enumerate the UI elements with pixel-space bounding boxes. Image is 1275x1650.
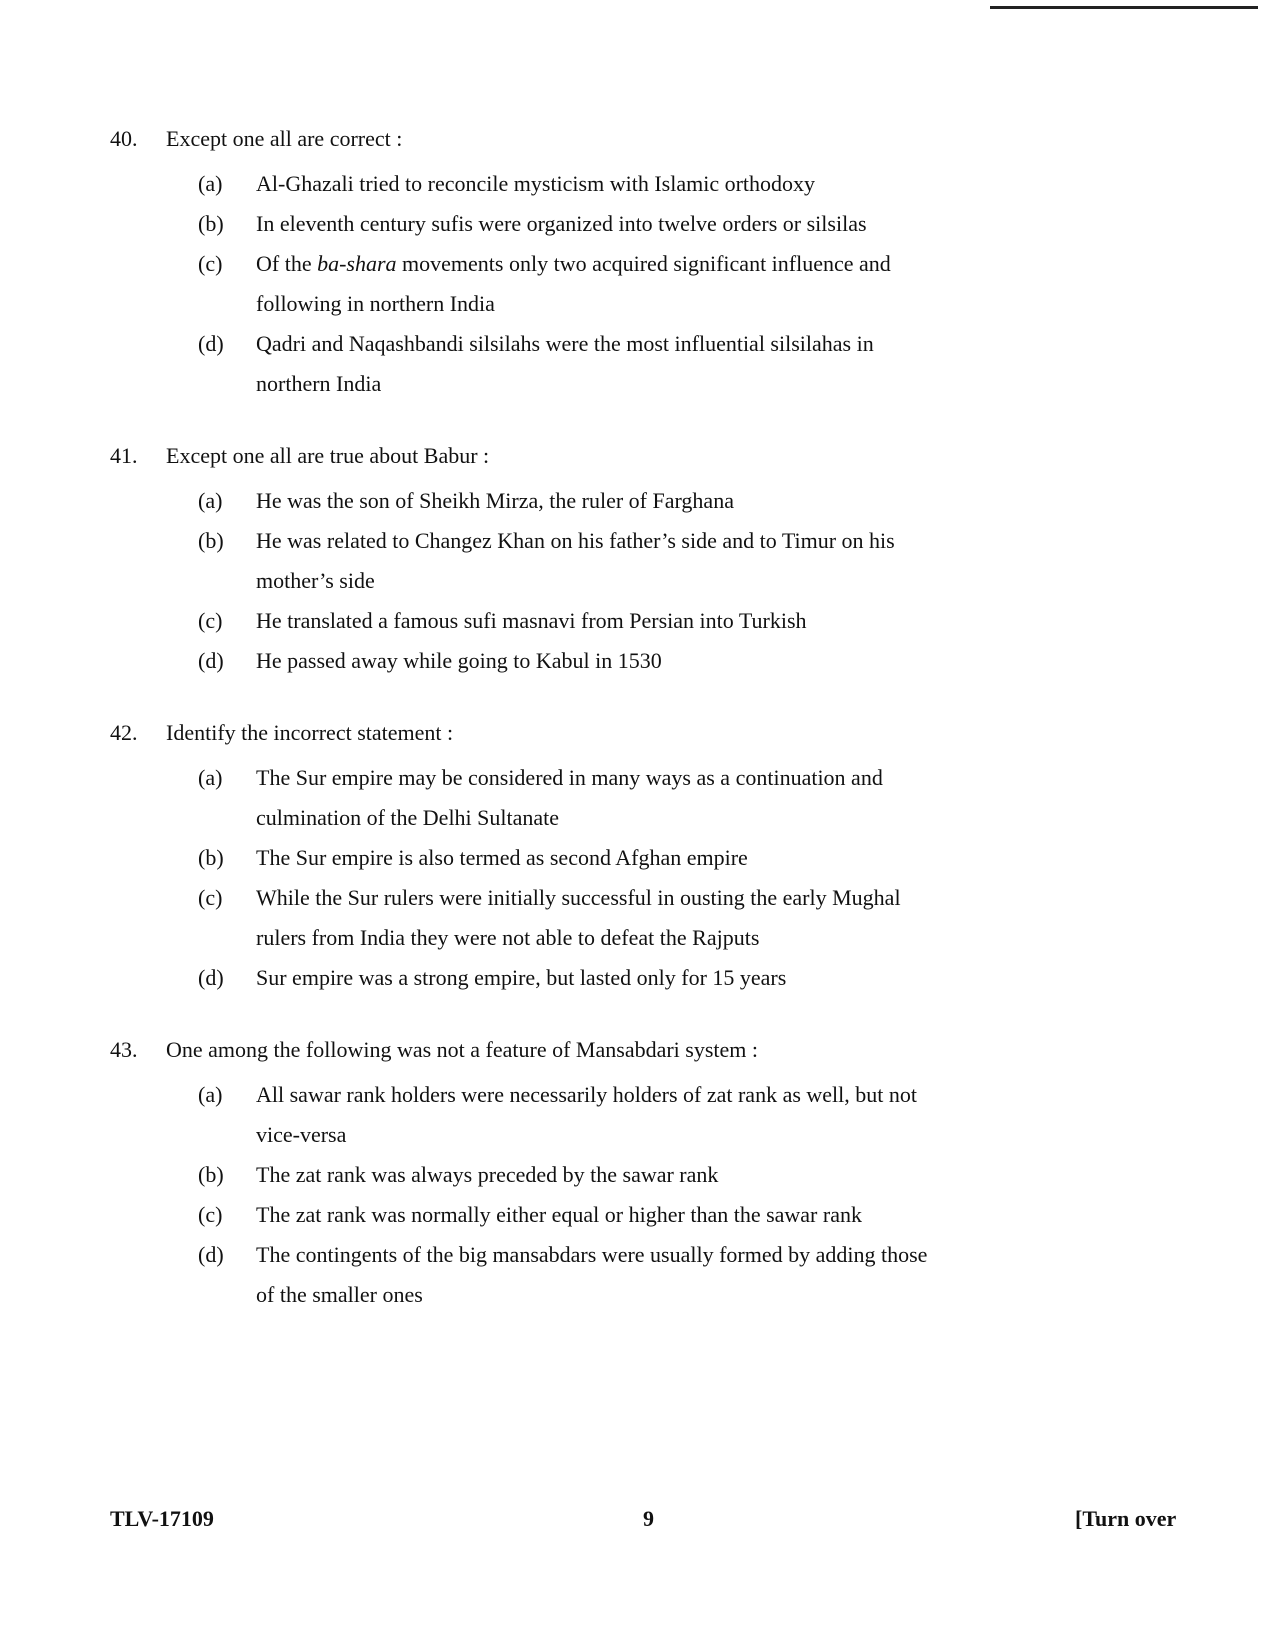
option-c	[198, 244, 950, 324]
option-b	[198, 521, 950, 601]
option-text	[256, 244, 936, 324]
option-text: The zat rank was normally either equal or higher than the sawar rank	[256, 1202, 862, 1227]
option-text: Al-Ghazali tried to reconcile mysticism with Islamic orthodoxy	[256, 171, 816, 196]
option-text-italic: ba-shara	[317, 251, 397, 276]
question-number: 41.	[110, 443, 138, 468]
option-label: (d)	[198, 1242, 224, 1267]
option-a	[198, 481, 950, 521]
option-a	[198, 164, 950, 204]
question-43	[110, 1035, 950, 1315]
option-label: (d)	[198, 648, 224, 673]
top-rule	[990, 6, 1258, 9]
paper-code: TLV-17109	[110, 1506, 214, 1531]
turn-over-note: [Turn over	[1075, 1506, 1177, 1531]
options-list	[198, 481, 950, 681]
question-text: Except one all are correct :	[166, 126, 403, 151]
question-text: Except one all are true about Babur :	[166, 443, 490, 468]
option-text: He was the son of Sheikh Mirza, the ruler of Farghana	[256, 488, 734, 513]
option-text-after: movements only two acquired significant influence and following in northern India	[256, 251, 891, 316]
option-label: (a)	[198, 765, 223, 790]
option-c	[198, 601, 950, 641]
question-number: 42.	[110, 720, 138, 745]
question-42	[110, 718, 950, 998]
option-label: (b)	[198, 528, 224, 553]
question-number: 40.	[110, 126, 138, 151]
option-text: The Sur empire is also termed as second Afghan empire	[256, 845, 748, 870]
option-text: Sur empire was a strong empire, but lasted only for 15 years	[256, 965, 787, 990]
option-label: (a)	[198, 488, 223, 513]
option-text: All sawar rank holders were necessarily holders of zat rank as well, but not vice-versa	[256, 1082, 917, 1147]
option-text: The zat rank was always preceded by the sawar rank	[256, 1162, 719, 1187]
option-text: The contingents of the big mansabdars were usually formed by adding those of the smaller ones	[256, 1242, 928, 1307]
option-text: While the Sur rulers were initially successful in ousting the early Mughal rulers from India they were not able to defeat the Rajputs	[256, 885, 901, 950]
question-text: One among the following was not a feature of Mansabdari system :	[166, 1037, 759, 1062]
option-text: The Sur empire may be considered in many ways as a continuation and culmination of the Delhi Sultanate	[256, 765, 883, 830]
option-label: (b)	[198, 1162, 224, 1187]
question-41	[110, 441, 950, 681]
options-list	[198, 758, 950, 998]
option-c	[198, 878, 950, 958]
options-list	[198, 164, 950, 404]
option-text: Qadri and Naqashbandi silsilahs were the most influential silsilahas in northern India	[256, 331, 874, 396]
option-d	[198, 641, 950, 681]
option-c	[198, 1195, 950, 1235]
option-label: (c)	[198, 251, 223, 276]
option-a	[198, 758, 950, 838]
option-a	[198, 1075, 950, 1155]
option-b	[198, 838, 950, 878]
option-text-before: Of the	[256, 251, 318, 276]
option-text: He translated a famous sufi masnavi from Persian into Turkish	[256, 608, 807, 633]
option-b	[198, 1155, 950, 1195]
option-label: (d)	[198, 331, 224, 356]
option-d	[198, 1235, 950, 1315]
question-text: Identify the incorrect statement :	[166, 720, 454, 745]
option-label: (c)	[198, 608, 223, 633]
option-d	[198, 324, 950, 404]
option-label: (c)	[198, 1202, 223, 1227]
question-40	[110, 124, 950, 404]
option-text: He was related to Changez Khan on his father’s side and to Timur on his mother’s side	[256, 528, 895, 593]
option-label: (b)	[198, 211, 224, 236]
option-b	[198, 204, 950, 244]
page-number: 9	[643, 1506, 654, 1531]
option-d	[198, 958, 950, 998]
option-label: (a)	[198, 171, 223, 196]
option-label: (b)	[198, 845, 224, 870]
option-label: (d)	[198, 965, 224, 990]
option-text: In eleventh century sufis were organized into twelve orders or silsilas	[256, 211, 867, 236]
option-text: He passed away while going to Kabul in 1530	[256, 648, 662, 673]
option-label: (c)	[198, 885, 223, 910]
options-list	[198, 1075, 950, 1315]
question-number: 43.	[110, 1037, 138, 1062]
option-label: (a)	[198, 1082, 223, 1107]
